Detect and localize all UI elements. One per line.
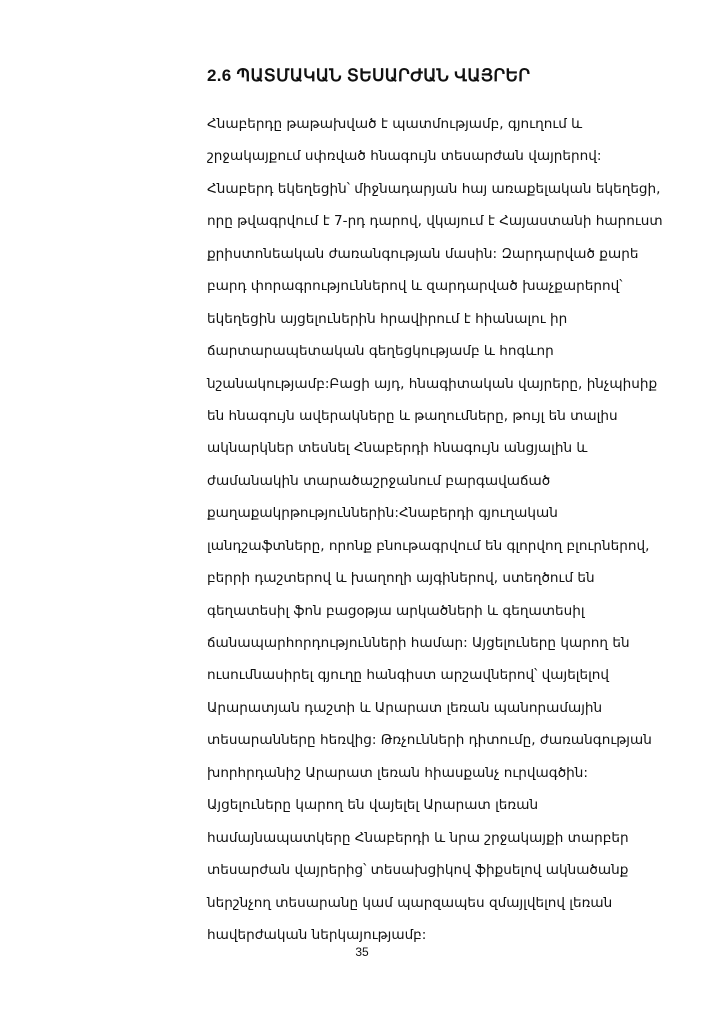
text-line: տեսարժան վայրերից՝ տեսախցիկով ֆիքսելով ակնածանք (207, 862, 629, 879)
text-line: լանդշաֆտները, որոնք բնութագրվում են գլորվող բլուրներով, (207, 537, 650, 554)
text-line: բարդ փորագրություններով և զարդարված խաչքարերով՝ (207, 278, 623, 295)
text-line: բերրի դաշտերով և խաղողի այգիներով, ստեղծում են (207, 570, 595, 587)
text-line: որը թվագրվում է 7-րդ դարով, վկայում է Հայաստանի հարուստ (207, 213, 663, 230)
text-line: գեղատեսիլ ֆոն բացօթյա արկածների և գեղատեսիլ (207, 602, 585, 619)
text-line: նշանակությամբ:Բացի այդ, հնագիտական վայրերը, ինչպիսիք (207, 375, 658, 392)
text-line: Արարատյան դաշտի և Արարատ լեռան պանորամային (207, 699, 603, 716)
text-line: ճանապարհորդությունների համար: Այցելուները կարող են (207, 635, 630, 651)
text-line: հավերժական ներկայությամբ: (207, 926, 427, 943)
text-line: ուսումնասիրել գյուղը հանգիստ արշավներով՝ վայելելով (207, 667, 610, 684)
text-line: քաղաքակրթություններին:Հնաբերդի գյուղական (207, 505, 558, 522)
section-heading: 2.6 ՊԱՏՄԱԿԱՆ ՏԵՍԱՐԺԱՆ ՎԱՅՐԵՐ (207, 66, 531, 85)
text-line: ճարտարապետական գեղեցկությամբ և հոգևոր (207, 343, 554, 360)
text-line: քրիստոնեական ժառանգության մասին: Զարդարված քարե (207, 245, 639, 262)
text-line: ներշնչող տեսարանը կամ պարզապես զմայլվելով լեռան (207, 894, 613, 911)
text-line: համայնապատկերը Հնաբերդի և նրա շրջակայքի տարբեր (207, 829, 629, 846)
page-number: 35 (355, 945, 369, 959)
text-line: տեսարանները հեռվից: Թռչունների դիտումը, ժառանգության (207, 732, 652, 749)
text-line: են հնագույն ավերակները և թաղումները, թույլ են տալիս (207, 407, 618, 424)
text-line: խորհրդանիշ Արարատ լեռան հիասքանչ ուրվագծին: (207, 764, 588, 781)
text-line: Հնաբերդը թաթախված է պատմությամբ, գյուղում և (207, 116, 583, 132)
text-line: շրջակայքում սփռված հնագույն տեսարժան վայրերով: (207, 148, 602, 165)
text-line: եկեղեցին այցելուներին հրավիրում է հիանալու իր (207, 310, 568, 327)
body-paragraph (207, 108, 663, 951)
text-line: Հնաբերդ եկեղեցին՝ միջնադարյան հայ առաքելական եկեղեցի, (207, 180, 661, 197)
text-line: ժամանակին տարածաշրջանում բարգավաճած (207, 472, 551, 489)
text-line: ակնարկներ տեսնել Հնաբերդի հնագույն անցյալին և (207, 440, 588, 457)
text-line: Այցելուները կարող են վայելել Արարատ լեռան (207, 797, 539, 814)
